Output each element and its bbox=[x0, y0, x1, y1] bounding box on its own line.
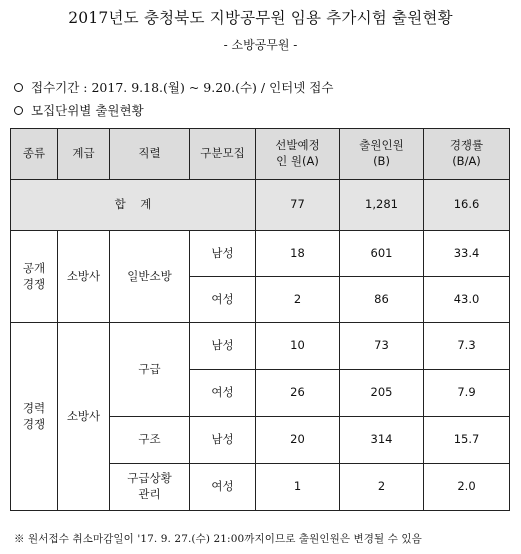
header-planned: 선발예정 인 원(A) bbox=[256, 129, 340, 180]
application-status-table bbox=[10, 128, 510, 511]
circle-bullet-icon bbox=[14, 106, 23, 115]
total-ratio: 16.6 bbox=[424, 180, 510, 231]
application-period-line bbox=[14, 78, 333, 96]
open-type: 공개 경쟁 bbox=[11, 231, 58, 323]
career-grade: 소방사 bbox=[58, 323, 110, 511]
ratio-cell: 2.0 bbox=[424, 464, 510, 511]
ratio-cell: 7.9 bbox=[424, 370, 510, 417]
ratio-cell: 33.4 bbox=[424, 231, 510, 277]
header-type: 종류 bbox=[11, 129, 58, 180]
planned-cell: 18 bbox=[256, 231, 340, 277]
header-position: 직렬 bbox=[110, 129, 190, 180]
recruitment-status-line bbox=[14, 101, 144, 119]
situation-position: 구급상황 관리 bbox=[110, 464, 190, 511]
division-cell: 여성 bbox=[190, 370, 256, 417]
applicants-cell: 314 bbox=[340, 417, 424, 464]
header-applicants: 출원인원 (B) bbox=[340, 129, 424, 180]
applicants-cell: 601 bbox=[340, 231, 424, 277]
table-row bbox=[11, 323, 510, 370]
division-cell: 남성 bbox=[190, 231, 256, 277]
open-position: 일반소방 bbox=[110, 231, 190, 323]
planned-cell: 20 bbox=[256, 417, 340, 464]
recruitment-status-text: 모집단위별 출원현황 bbox=[31, 103, 144, 118]
applicants-cell: 86 bbox=[340, 277, 424, 323]
gujo-position: 구조 bbox=[110, 417, 190, 464]
division-cell: 남성 bbox=[190, 323, 256, 370]
planned-cell: 10 bbox=[256, 323, 340, 370]
ratio-cell: 15.7 bbox=[424, 417, 510, 464]
page-title: 2017년도 충청북도 지방공무원 임용 추가시험 출원현황 bbox=[68, 9, 453, 27]
ratio-cell: 7.3 bbox=[424, 323, 510, 370]
division-cell: 여성 bbox=[190, 464, 256, 511]
total-row bbox=[11, 180, 510, 231]
total-planned: 77 bbox=[256, 180, 340, 231]
header-division: 구분모집 bbox=[190, 129, 256, 180]
application-period-text: 접수기간 : 2017. 9.18.(월) ~ 9.20.(수) / 인터넷 접수 bbox=[31, 80, 334, 95]
circle-bullet-icon bbox=[14, 83, 23, 92]
header-row bbox=[11, 129, 510, 180]
header-grade: 계급 bbox=[58, 129, 110, 180]
planned-cell: 2 bbox=[256, 277, 340, 323]
applicants-cell: 73 bbox=[340, 323, 424, 370]
applicants-cell: 205 bbox=[340, 370, 424, 417]
footnote: ※ 원서접수 취소마감일이 '17. 9. 27.(수) 21:00까지이므로 출원인원은 변경될 수 있음 bbox=[14, 533, 422, 545]
total-label: 합 계 bbox=[11, 180, 256, 231]
division-cell: 여성 bbox=[190, 277, 256, 323]
career-type: 경력 경쟁 bbox=[11, 323, 58, 511]
planned-cell: 1 bbox=[256, 464, 340, 511]
header-ratio: 경쟁률 (B/A) bbox=[424, 129, 510, 180]
gugeup-position: 구급 bbox=[110, 323, 190, 417]
table-row bbox=[11, 231, 510, 277]
division-cell: 남성 bbox=[190, 417, 256, 464]
open-grade: 소방사 bbox=[58, 231, 110, 323]
planned-cell: 26 bbox=[256, 370, 340, 417]
ratio-cell: 43.0 bbox=[424, 277, 510, 323]
applicants-cell: 2 bbox=[340, 464, 424, 511]
total-applicants: 1,281 bbox=[340, 180, 424, 231]
page-subtitle: - 소방공무원 - bbox=[223, 38, 298, 52]
